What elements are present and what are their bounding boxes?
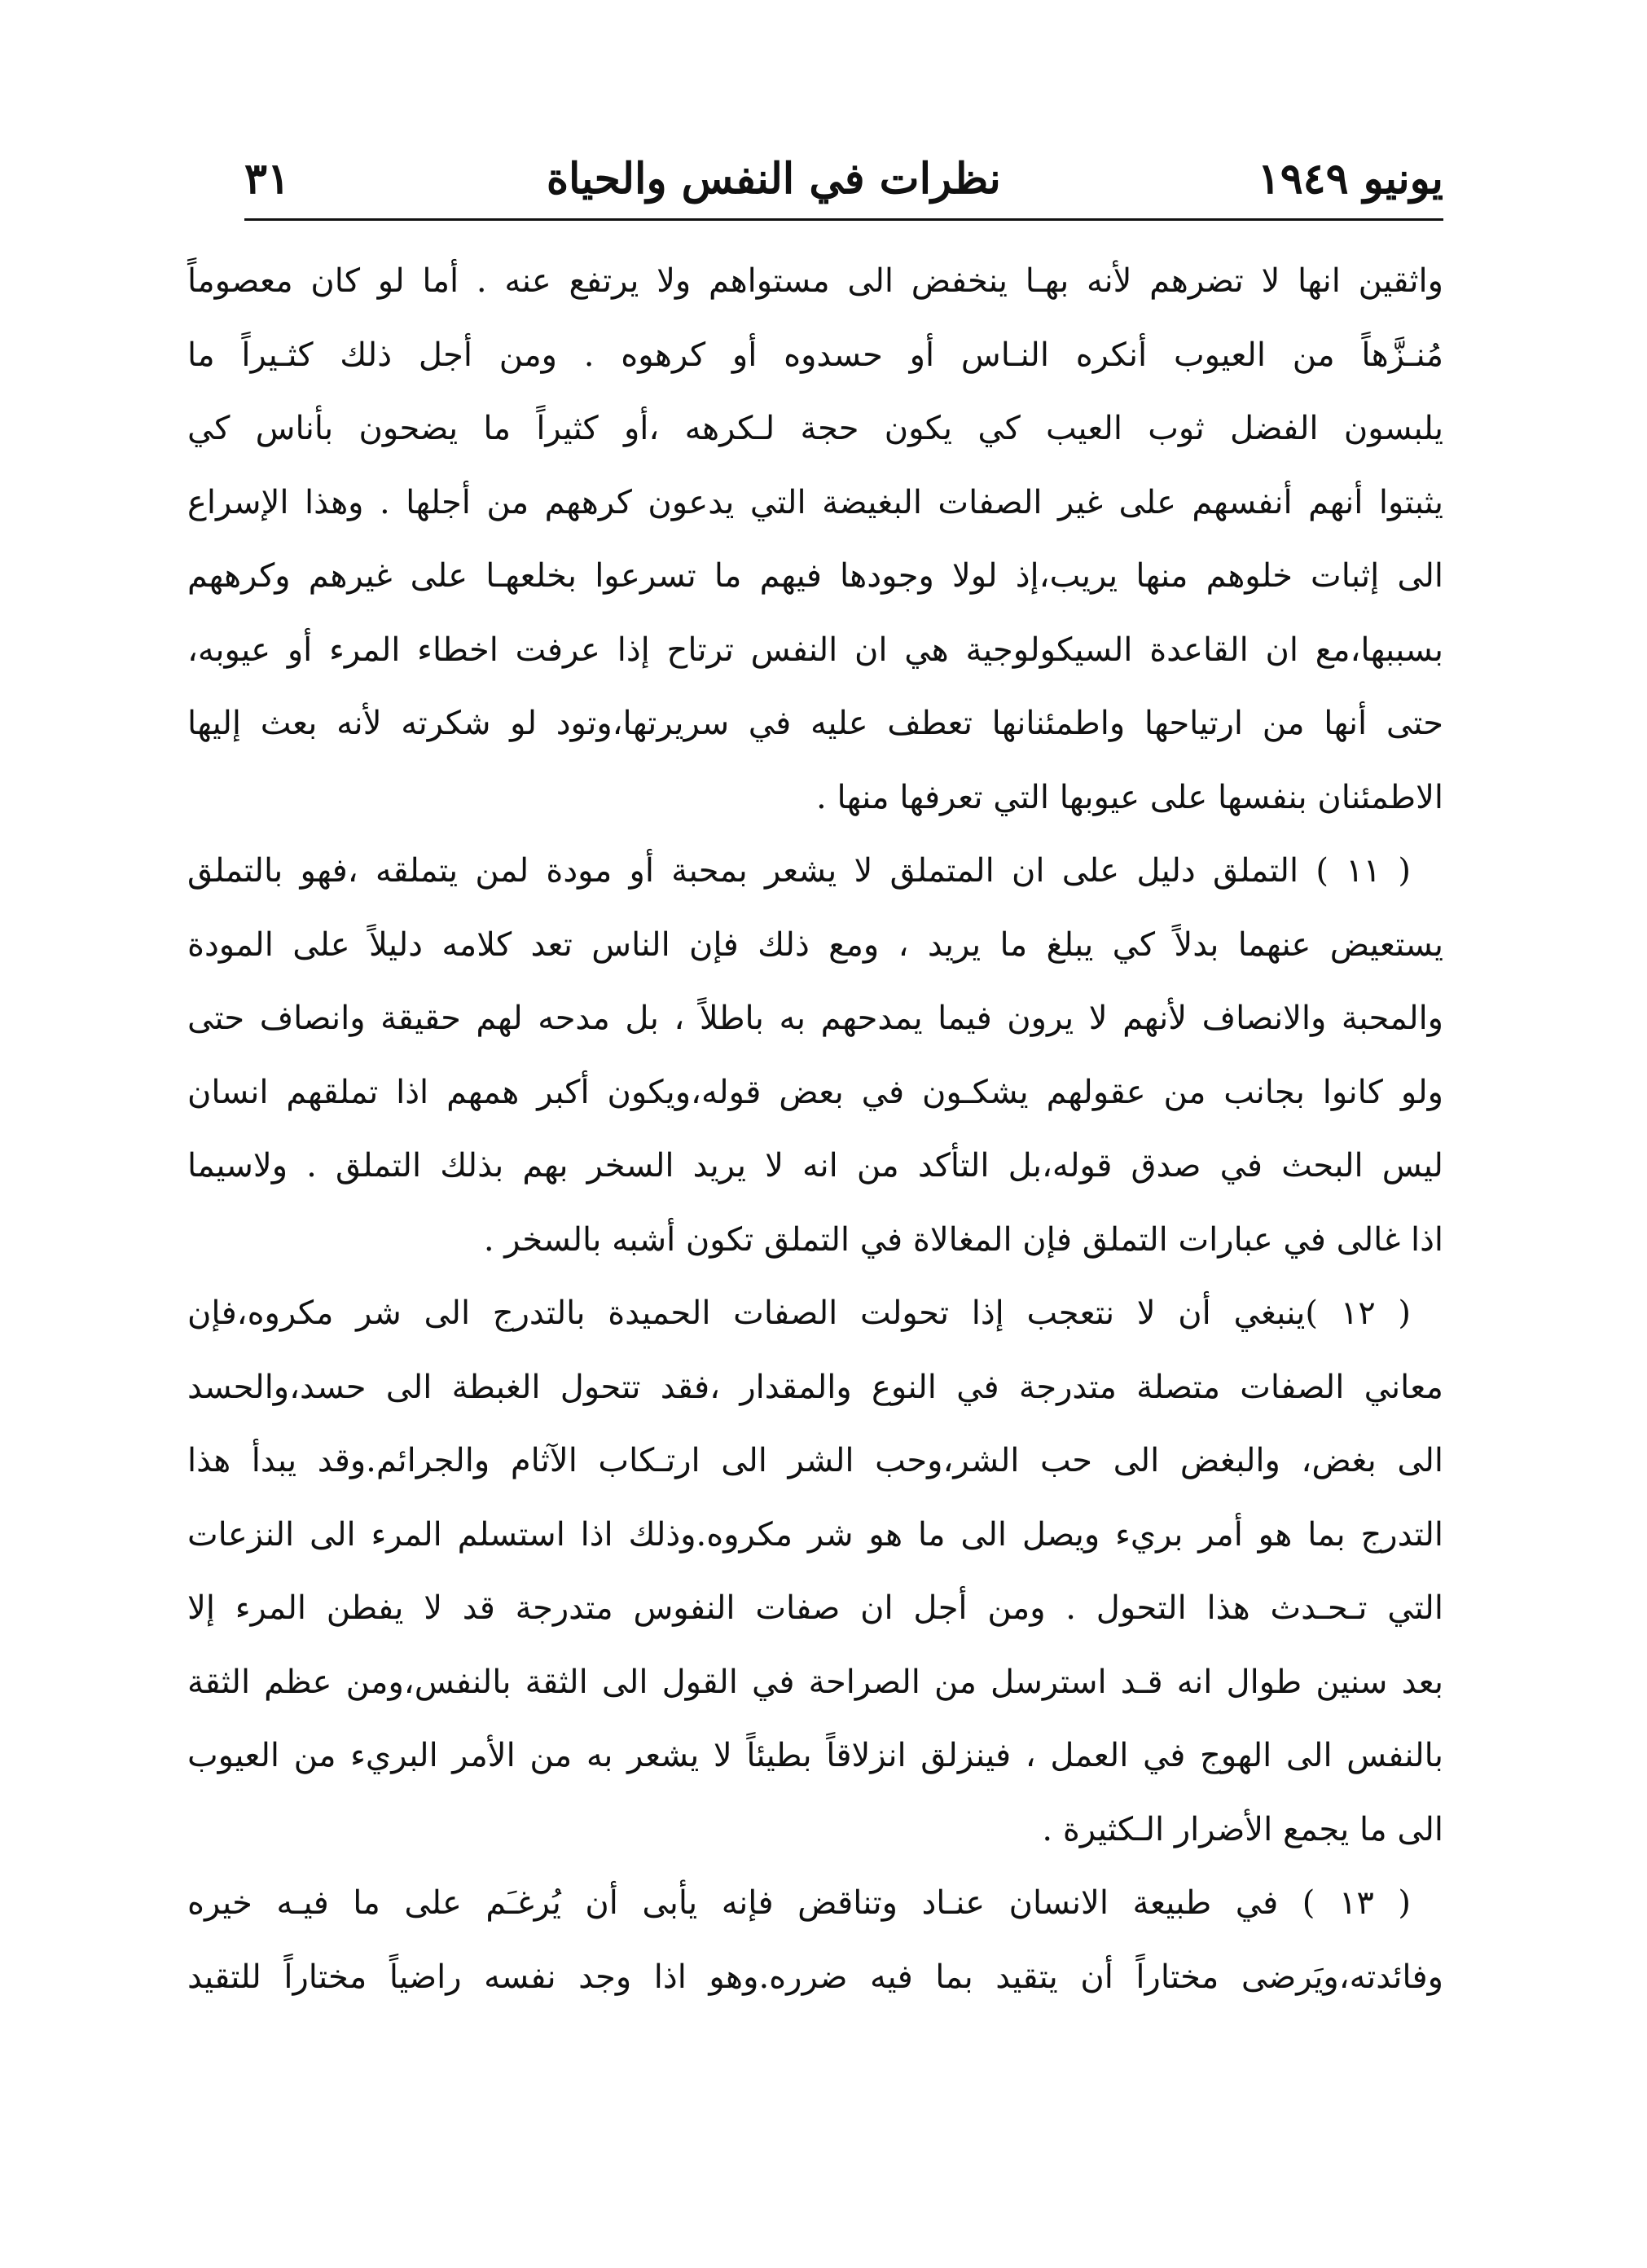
text-line: حتى أنها من ارتياحها واطمئنانها تعطف عليه في سريرتها،وتود لو شكرته لأنه بعث إليها	[187, 705, 1443, 742]
text-line: والمحبة والانصاف لأنهم لا يرون فيما يمدحهم به باطلاً ، بل مدحه لهم حقيقة وانصاف حتى	[187, 1000, 1444, 1037]
text-line: معاني الصفات متصلة متدرجة في النوع والمقدار ،فقد تتحول الغبطة الى حسد،والحسد	[187, 1368, 1443, 1406]
text-line: ليس البحث في صدق قوله،بل التأكد من انه لا يريد السخر بهم بذلك التملق . ولاسيما	[187, 1147, 1443, 1185]
running-header	[244, 130, 1443, 204]
text-line: اذا غالى في عبارات التملق فإن المغالاة في التملق تكون أشبه بالسخر .	[483, 1220, 1443, 1259]
text-line: يثبتوا أنهم أنفسهم على غير الصفات البغيضة التي يدعون كرههم من أجلها . وهذا الإسراع	[187, 483, 1444, 521]
text-line: واثقين انها لا تضرهم لأنه بهـا ينخفض الى مستواهم ولا يرتفع عنه . أما لو كان معصوماً	[187, 262, 1443, 300]
body-text	[187, 244, 1443, 2014]
text-line: التي تـحـدث هذا التحول . ومن أجل ان صفات النفوس متدرجة قد لا يفطن المرء إلا	[187, 1589, 1443, 1627]
text-line: وفائدته،ويَرضى مختاراً أن يتقيد بما فيه ضرره.وهو اذا وجد نفسه راضياً مختاراً للتقيد	[187, 1958, 1443, 1996]
text-line: بالنفس الى الهوج في العمل ، فينزلق انزلاقاً بطيئاً لا يشعر به من الأمر البريء من العيوب	[187, 1737, 1443, 1774]
text-line: ( ١٢ )ينبغي أن لا نتعجب إذا تحولت الصفات الحميدة بالتدرج الى شر مكروه،فإن	[187, 1294, 1411, 1332]
text-line: ( ١١ ) التملق دليل على ان المتملق لا يشعر بمحبة أو مودة لمن يتملقه ،فهو بالتملق	[187, 852, 1412, 890]
text-line: بسببها،مع ان القاعدة السيكولوجية هي ان النفس ترتاح إذا عرفت اخطاء المرء أو عيوبه،	[187, 631, 1443, 669]
header-rule	[244, 218, 1443, 221]
text-line: الى ما يجمع الأضرار الـكثيرة .	[1042, 1810, 1443, 1848]
text-line: بعد سنين طوال انه قـد استرسل من الصراحة في القول الى الثقة بالنفس،ومن عظم الثقة	[187, 1663, 1443, 1701]
text-line: الى إثبات خلوهم منها يريب،إذ لولا وجودها فيهم ما تسرعوا بخلعهـا على غيرهم وكرههم	[187, 557, 1443, 595]
text-line: ولو كانوا بجانب من عقولهم يشكـون في بعض قوله،ويكون أكبر همهم اذا تملقهم انسان	[187, 1073, 1443, 1111]
text-line: التدرج بما هو أمر بريء ويصل الى ما هو شر مكروه.وذلك اذا استسلم المرء الى النزعات	[187, 1515, 1443, 1554]
text-line: يستعيض عنهما بدلاً كي يبلغ ما يريد ، ومع ذلك فإن الناس تعد كلامه دليلاً على المودة	[187, 925, 1443, 964]
header-date: يونيو ١٩٤٩	[1257, 154, 1443, 204]
text-line: مُنـزَّهاً من العيوب أنكره النـاس أو حسدوه أو كرهوه . ومن أجل ذلك كثـيراً ما	[187, 336, 1443, 374]
page-number: ٣١	[244, 154, 290, 204]
text-line: ( ١٣ ) في طبيعة الانسان عنـاد وتناقض فإنه يأبى أن يُرغـَم على ما فيـه خيره	[187, 1884, 1411, 1922]
text-line: الى بغض، والبغض الى حب الشر،وحب الشر الى ارتـكاب الآثام والجرائم.وقد يبدأ هذا	[187, 1442, 1443, 1479]
text-line: الاطمئنان بنفسها على عيوبها التي تعرفها منها .	[816, 778, 1443, 816]
header-title: نظرات في النفس والحياة	[546, 154, 1001, 204]
text-line: يلبسون الفضل ثوب العيب كي يكون حجة لـكرهه ،أو كثيراً ما يضحون بأناس كي	[187, 410, 1444, 447]
